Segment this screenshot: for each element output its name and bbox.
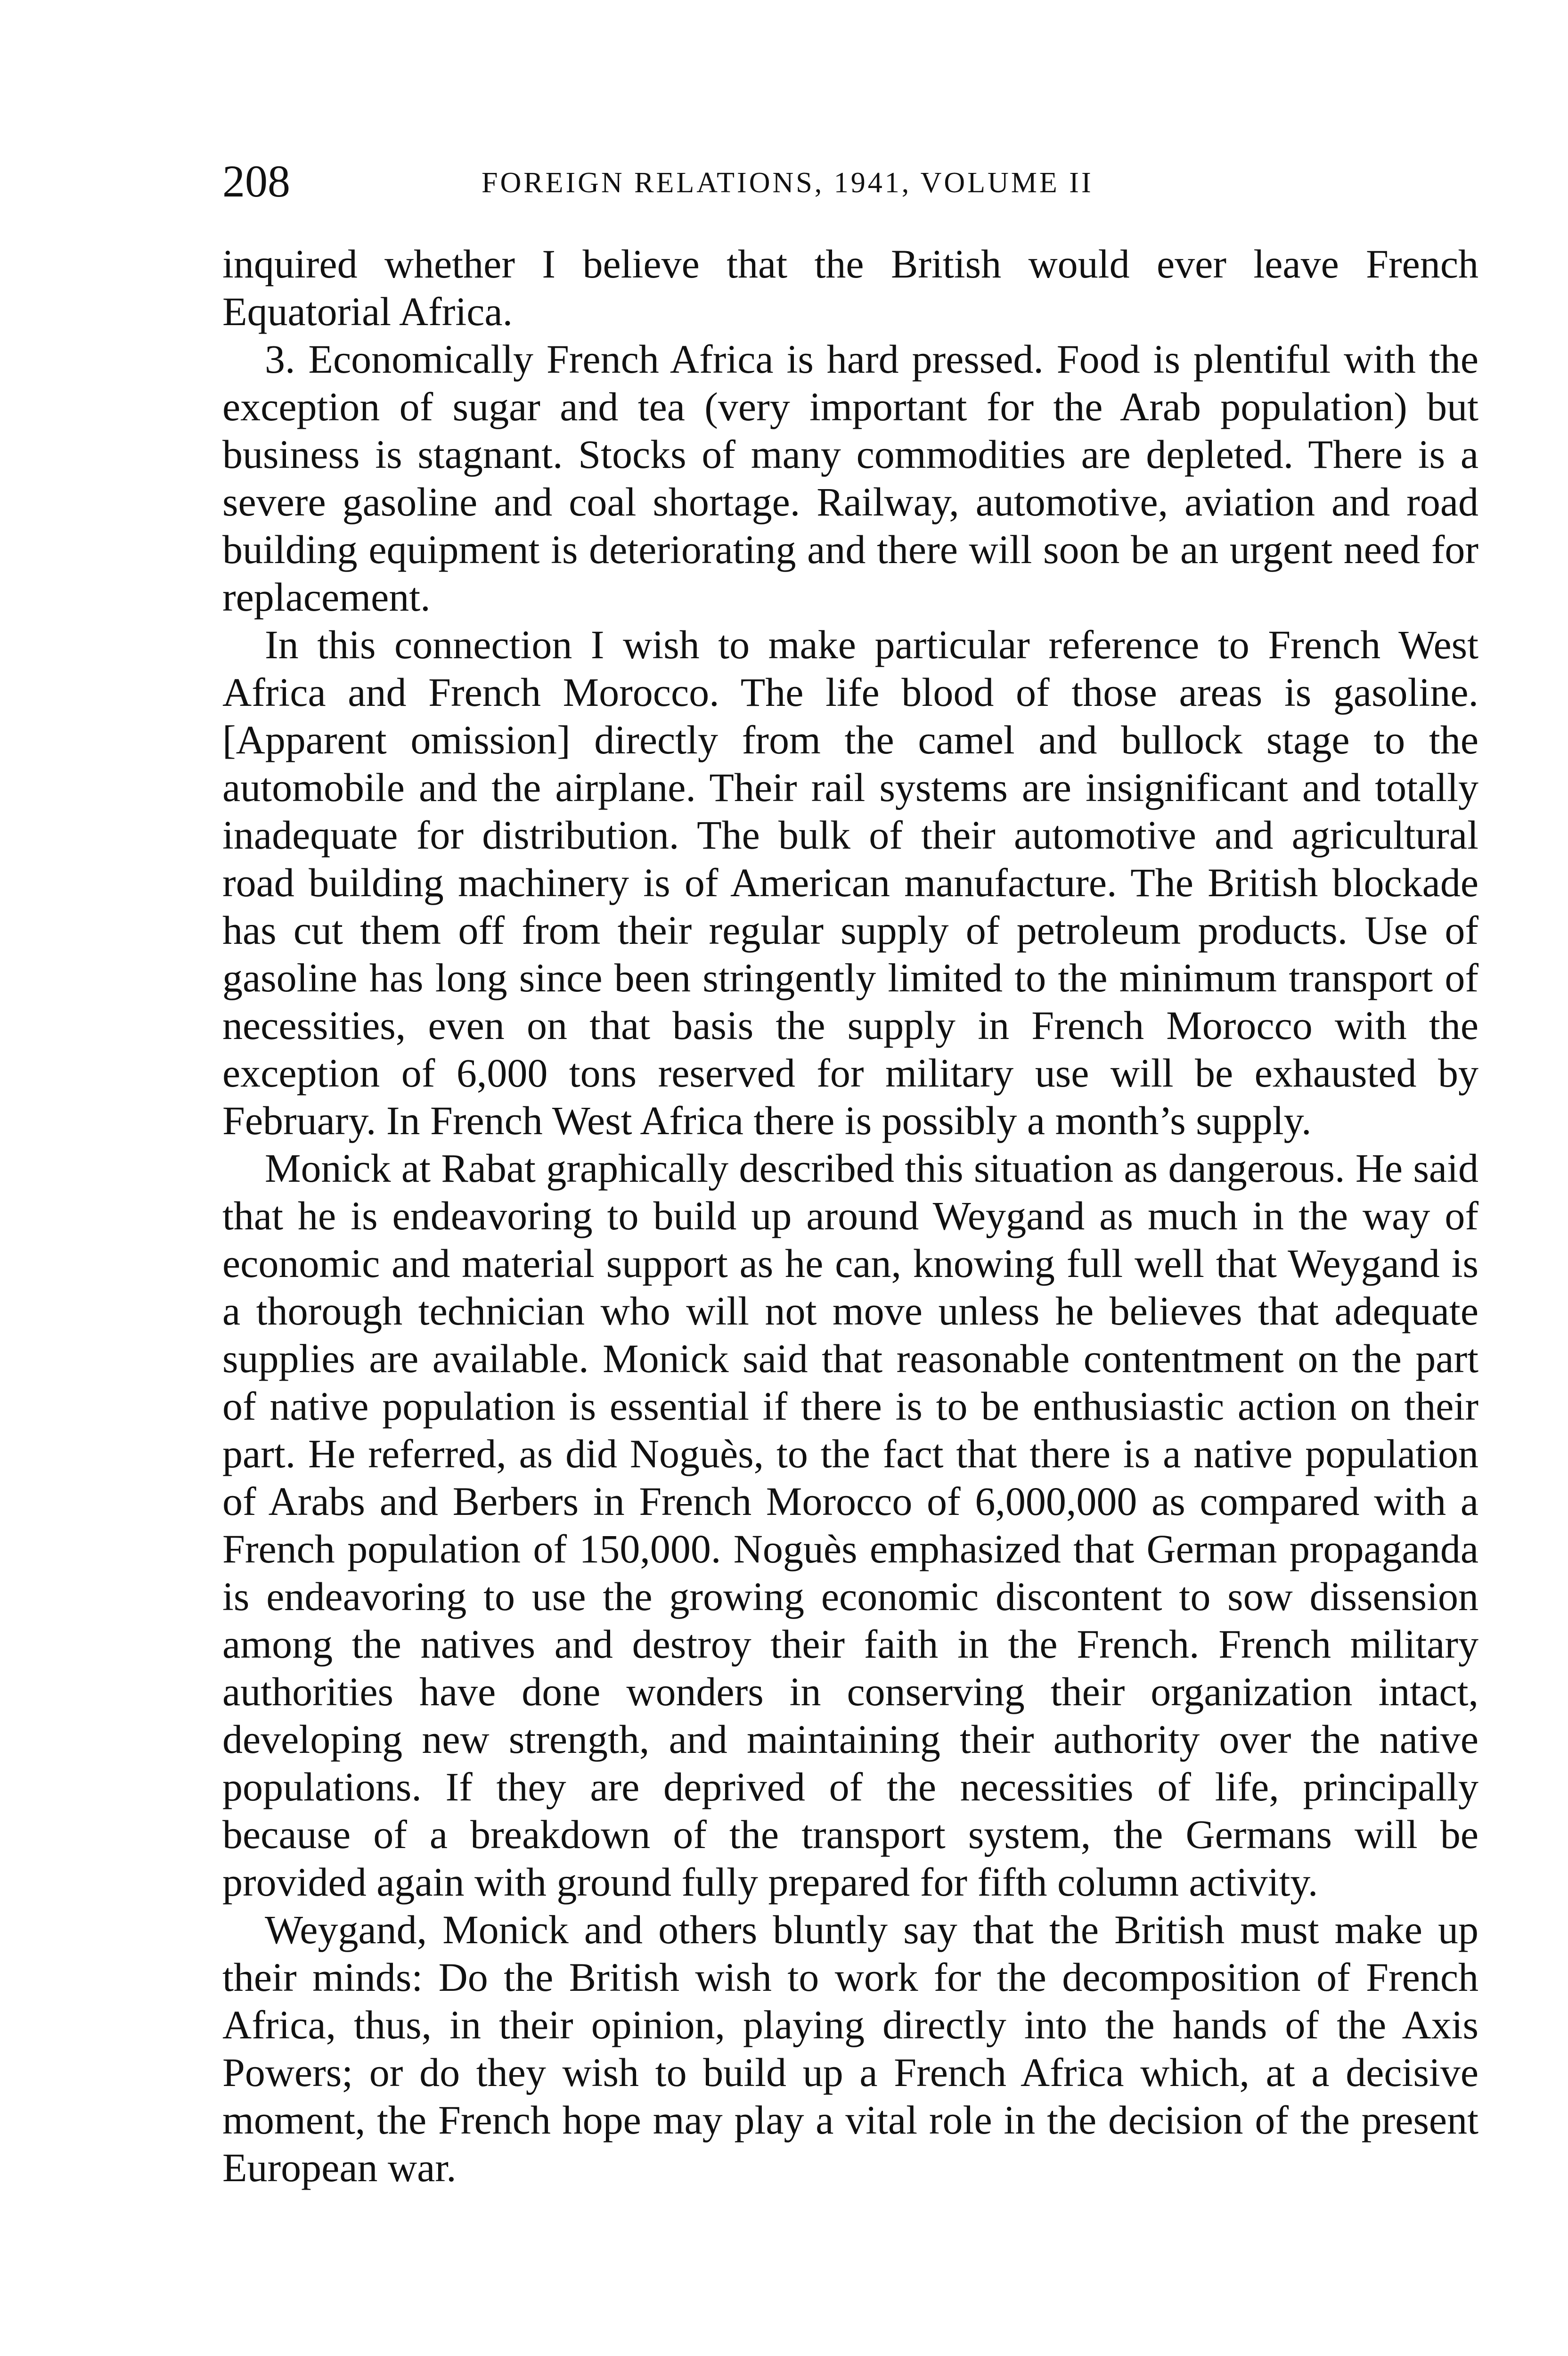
paragraph-gasoline-supply: In this connection I wish to make particular reference to French West Africa and French Morocco. The life blood of those areas is gasoline. [Apparent omission] directly from the camel and bullock stage to the automobile and the airplane. Their rail systems are insignificant and totally inadequate for distribution. The bulk of their automotive and agricultural road building machinery is of American manufacture. The British blockade has cut them off from their regular supply of petroleum products. Use of gasoline has long since been stringently limited to the minimum transport of necessities, even on that basis the supply in French Morocco with the exception of 6,000 tons reserved for military use will be exhausted by February. In French West Africa there is possibly a month’s supply. — [222, 622, 1478, 1143]
paragraph-economic-situation: 3. Economically French Africa is hard pressed. Food is plentiful with the exception of sugar and tea (very important for the Arab population) but business is stagnant. Stocks of many commodities are depleted. There is a severe gasoline and coal shortage. Railway, automotive, aviation and road building equipment is deteriorating and there will soon be an urgent need for replacement. — [222, 336, 1478, 620]
page-header — [218, 155, 1480, 207]
paragraph-continuation: inquired whether I believe that the British would ever leave French Equatorial Africa. — [222, 241, 1478, 334]
paragraph-monick-report: Monick at Rabat graphically described this situation as dangerous. He said that he is endeavoring to build up around Weygand as much in the way of economic and material support as he can, knowing full well that Weygand is a thorough technician who will not move unless he believes that adequate supplies are available. Monick said that reasonable contentment on the part of native population is essential if there is to be enthusiastic action on their part. He referred, as did Noguès, to the fact that there is a native population of Arabs and Berbers in French Morocco of 6,000,000 as compared with a French population of 150,000. Noguès emphasized that German propaganda is endeavoring to use the growing economic discontent to sow dissension among the natives and destroy their faith in the French. French military authorities have done wonders in conserving their organization intact, developing new strength, and maintaining their authority over the native populations. If they are deprived of the necessities of life, principally because of a breakdown of the transport system, the Germans will be provided again with ground fully prepared for fifth column activity. — [222, 1145, 1478, 1905]
page-number: 208 — [222, 156, 290, 206]
running-head: FOREIGN RELATIONS, 1941, VOLUME II — [482, 167, 1094, 199]
body-text — [222, 240, 1478, 2192]
paragraph-british-decision: Weygand, Monick and others bluntly say that the British must make up their minds: Do the British wish to work for the decomposition of French Africa, thus, in their opinion, playing directly into the hands of the Axis Powers; or do they wish to build up a French Africa which, at a decisive moment, the French hope may play a vital role in the decision of the present European war. — [222, 1907, 1478, 2190]
